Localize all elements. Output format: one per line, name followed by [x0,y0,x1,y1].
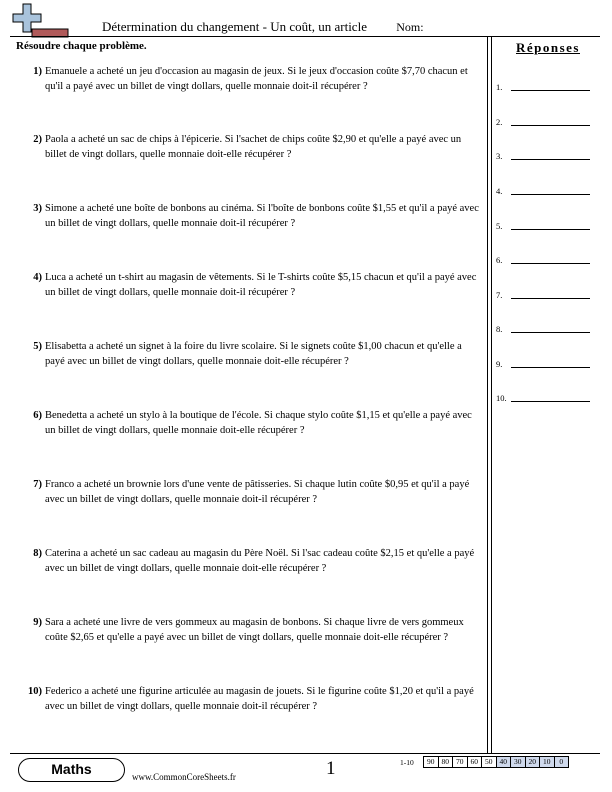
answer-blank[interactable] [511,159,590,160]
problem-1 [16,64,482,94]
answer-blank[interactable] [511,332,590,333]
score-cell: 60 [467,756,483,768]
subject-badge: Maths [18,758,125,782]
answer-line-1[interactable] [496,78,596,92]
problem-7 [16,477,482,507]
column-divider [487,36,488,753]
answer-number: 6. [496,255,503,265]
answer-number: 7. [496,290,503,300]
answer-number: 1. [496,82,503,92]
answer-number: 3. [496,151,503,161]
answer-line-5[interactable] [496,217,596,231]
frame-top-rule [10,36,600,37]
page-number: 1 [326,758,336,779]
answer-line-7[interactable] [496,286,596,300]
answer-blank[interactable] [511,194,590,195]
problem-number: 4) [33,272,42,283]
problem-text: Franco a acheté un brownie lors d'une vente de pâtisseries. Si chaque lutin coûte $0,95 et qu'il a payé avec un billet de vingt dollars, quelle monnaie doit-il récupérer ? [45,479,470,505]
answer-line-2[interactable] [496,113,596,127]
problem-3 [16,201,482,231]
column-divider-inner [491,36,492,753]
score-cell: 80 [438,756,454,768]
problem-number: 9) [33,617,42,628]
frame-bottom-rule [10,753,600,754]
problem-text: Paola a acheté un sac de chips à l'épicerie. Si l'sachet de chips coûte $2,90 et qu'elle a payé avec un billet de vingt dollars, quelle monnaie doit-elle récupérer ? [45,134,462,160]
score-cell: 30 [510,756,526,768]
problem-text: Simone a acheté une boîte de bonbons au cinéma. Si l'boîte de bonbons coûte $1,55 et qu'il a payé avec un billet de vingt dollars, quelle monnaie doit-il récupérer ? [45,203,479,229]
score-cell: 50 [481,756,497,768]
page-title: Détermination du changement - Un coût, un article [102,19,367,34]
problem-text: Sara a acheté une livre de vers gommeux au magasin de bonbons. Si chaque livre de vers gommeux coûte $2,65 et qu'elle a payé avec un billet de vingt dollars, quelle monnaie doit-elle récupérer ? [45,617,464,643]
problem-number: 7) [33,479,42,490]
answer-number: 10. [496,393,507,403]
score-cell: 40 [496,756,512,768]
answer-number: 8. [496,324,503,334]
problem-8 [16,546,482,576]
answer-number: 4. [496,186,503,196]
name-label: Nom: [396,20,424,34]
answer-line-4[interactable] [496,182,596,196]
problem-5 [16,339,482,369]
score-range-label: 1-10 [400,758,414,767]
problem-4 [16,270,482,300]
score-cell: 20 [525,756,541,768]
answer-line-3[interactable] [496,147,596,161]
problem-text: Emanuele a acheté un jeu d'occasion au magasin de jeux. Si le jeux d'occasion coûte $7,70 chacun et qu'il a payé avec un billet de vingt dollars, quelle monnaie doit-il récupérer ? [45,66,468,92]
problem-number: 5) [33,341,42,352]
score-table [423,756,568,768]
answer-blank[interactable] [511,90,590,91]
problem-number: 2) [33,134,42,145]
problem-number: 10) [28,686,42,697]
answer-line-8[interactable] [496,320,596,334]
problem-number: 6) [33,410,42,421]
problem-9 [16,615,482,645]
answer-blank[interactable] [511,367,590,368]
instructions: Résoudre chaque problème. [16,40,147,52]
problem-text: Luca a acheté un t-shirt au magasin de vêtements. Si le T-shirts coûte $5,15 chacun et qu'il a payé avec un billet de vingt dollars, quelle monnaie doit-il récupérer ? [45,272,477,298]
website-link[interactable]: www.CommonCoreSheets.fr [132,772,236,782]
answer-line-10[interactable] [496,389,596,403]
plus-logo-icon [12,3,70,39]
answer-blank[interactable] [511,298,590,299]
problem-number: 1) [33,66,42,77]
problem-text: Federico a acheté une figurine articulée au magasin de jouets. Si le figurine coûte $1,20 et qu'il a payé avec un billet de vingt dollars, quelle monnaie doit-il récupérer ? [45,686,474,712]
problem-text: Elisabetta a acheté un signet à la foire du livre scolaire. Si le signets coûte $1,00 chacun et qu'elle a payé avec un billet de vingt dollars, quelle monnaie doit-elle récupérer ? [45,341,462,367]
answer-blank[interactable] [511,125,590,126]
problem-10 [16,684,482,714]
answer-number: 5. [496,221,503,231]
answer-blank[interactable] [511,263,590,264]
answer-blank[interactable] [511,229,590,230]
score-cell: 0 [554,756,570,768]
problem-number: 8) [33,548,42,559]
problem-2 [16,132,482,162]
score-cell: 90 [423,756,439,768]
header [102,19,602,35]
problem-number: 3) [33,203,42,214]
answer-line-9[interactable] [496,355,596,369]
score-cell: 10 [539,756,555,768]
answers-title: Réponses [515,40,580,55]
problem-text: Benedetta a acheté un stylo à la boutique de l'école. Si chaque stylo coûte $1,15 et qu'elle a payé avec un billet de vingt dollars, quelle monnaie doit-elle récupérer ? [45,410,472,436]
problem-6 [16,408,482,438]
problem-text: Caterina a acheté un sac cadeau au magasin du Père Noël. Si l'sac cadeau coûte $2,15 et qu'elle a payé avec un billet de vingt dollars, quelle monnaie doit-elle récupérer ? [45,548,475,574]
answer-blank[interactable] [511,401,590,402]
answer-number: 2. [496,117,503,127]
answer-line-6[interactable] [496,251,596,265]
score-cell: 70 [452,756,468,768]
answer-number: 9. [496,359,503,369]
